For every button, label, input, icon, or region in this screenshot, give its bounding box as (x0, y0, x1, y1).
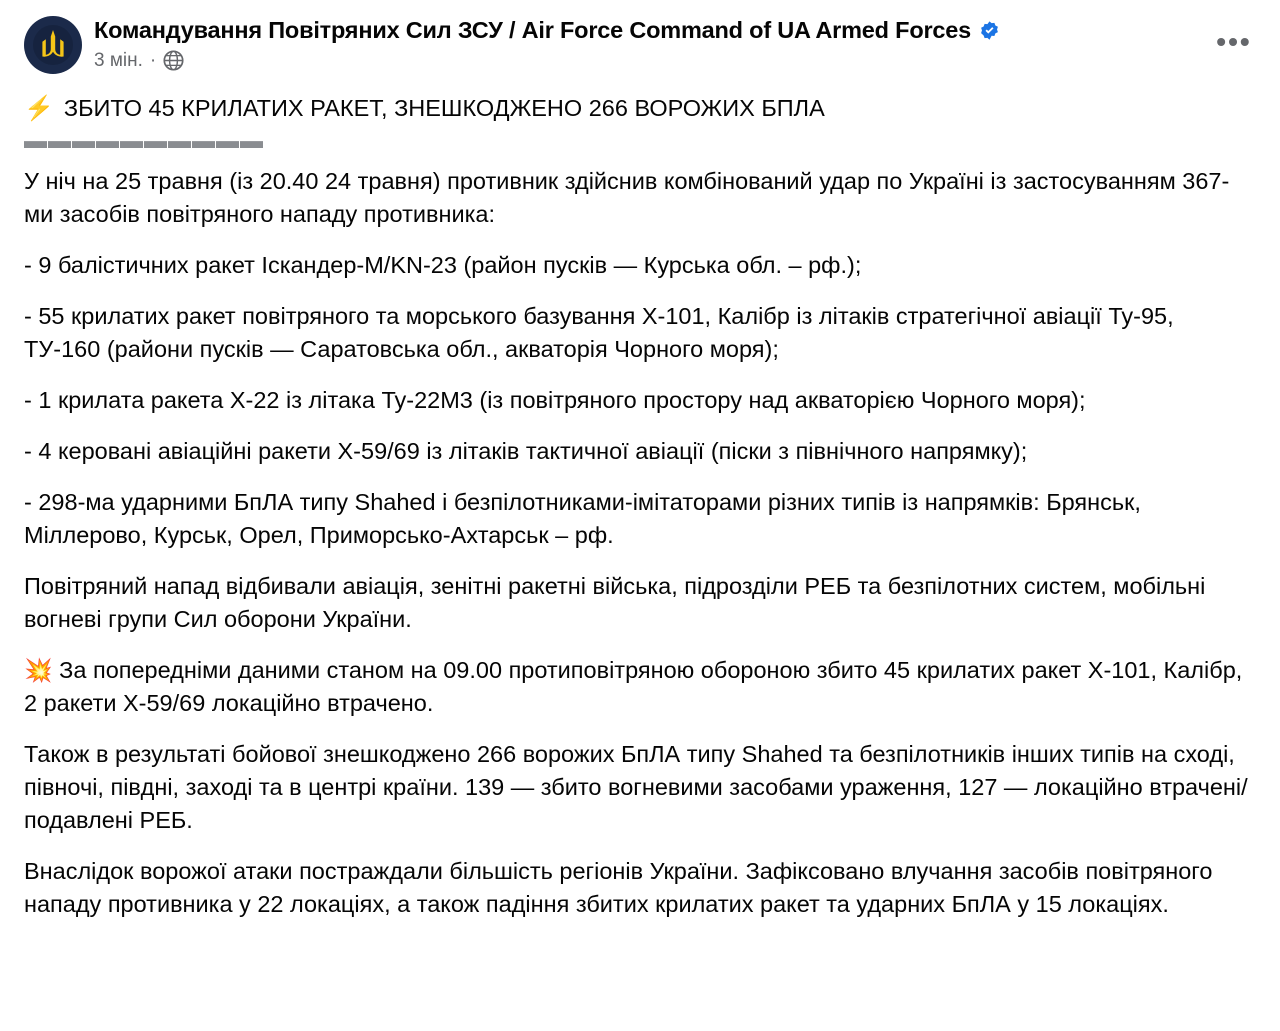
post-result-paragraph (24, 654, 1256, 720)
meta-separator: · (149, 50, 157, 71)
post-meta (94, 49, 1200, 72)
avatar[interactable] (24, 16, 82, 74)
post-paragraph: - 4 керовані авіаційні ракети Х-59/69 із літаків тактичної авіації (піски з північного напрямку); (24, 438, 1028, 464)
post-headline (24, 92, 1256, 125)
post-paragraph: Також в результаті бойової знешкоджено 266 ворожих БпЛА типу Shahed та безпілотників інших типів на сході, півночі, півдні, заході та в центрі країни. 139 — збито вогневими засобами ураження, 127 — локаційно втрачені/подавлені РЕБ. (24, 741, 1248, 833)
post-header-text (94, 14, 1200, 72)
verified-badge-icon (979, 20, 1000, 41)
more-options-button[interactable]: ••• (1216, 26, 1252, 57)
post-result-text: За попередніми даними станом на 09.00 протиповітряною обороною збито 45 крилатих ракет Х-101, Калібр, 2 ракети Х-59/69 локаційно втрачено. (24, 657, 1243, 716)
post-paragraph: - 55 крилатих ракет повітряного та морського базування Х-101, Калібр із літаків стратегічної авіації Ту-95, ТУ-160 (райони пусків — Саратовська обл., акваторія Чорного моря); (24, 303, 1174, 362)
post-timestamp[interactable]: 3 мін. (94, 50, 143, 71)
globe-icon[interactable] (163, 50, 184, 71)
post-paragraph: - 298-ма ударними БпЛА типу Shahed і безпілотниками-імітаторами різних типів із напрямків: Брянськ, Міллерово, Курськ, Орел, Приморсько-Ахтарськ – рф. (24, 489, 1141, 548)
divider: ▬▬▬▬▬▬▬▬▬▬ (24, 127, 264, 153)
post-paragraph: У ніч на 25 травня (із 20.40 24 травня) противник здійснив комбінований удар по Україні із застосуванням 367-ми засобів повітряного нападу противника: (24, 168, 1230, 227)
page-name[interactable]: Командування Повітряних Сил ЗСУ / Air Force Command of UA Armed Forces (94, 17, 972, 43)
lightning-icon: ⚡ (24, 95, 54, 122)
post-paragraph: Повітряний напад відбивали авіація, зенітні ракетні війська, підрозділи РЕБ та безпілотних систем, мобільні вогневі групи Сил оборони України. (24, 573, 1206, 632)
explosion-icon: 💥 (24, 657, 53, 683)
post-header (24, 14, 1256, 74)
post-headline-text: ЗБИТО 45 КРИЛАТИХ РАКЕТ, ЗНЕШКОДЖЕНО 266 ВОРОЖИХ БПЛА (63, 95, 825, 121)
post-paragraph: - 1 крилата ракета Х-22 із літака Ту-22М3 (із повітряного простору над акваторією Чорного моря); (24, 387, 1086, 413)
post-paragraph: - 9 балістичних ракет Іскандер-М/KN-23 (район пусків — Курська обл. – рф.); (24, 252, 862, 278)
page-name-row (94, 16, 1200, 44)
post-paragraph: Внаслідок ворожої атаки постраждали більшість регіонів України. Зафіксовано влучання засобів повітряного нападу противника у 22 локаціях, а також падіння збитих крилатих ракет та ударних БпЛА у 15 локаціях. (24, 858, 1213, 917)
ukraine-trident-emblem-icon (33, 25, 73, 65)
post-content (24, 92, 1256, 921)
